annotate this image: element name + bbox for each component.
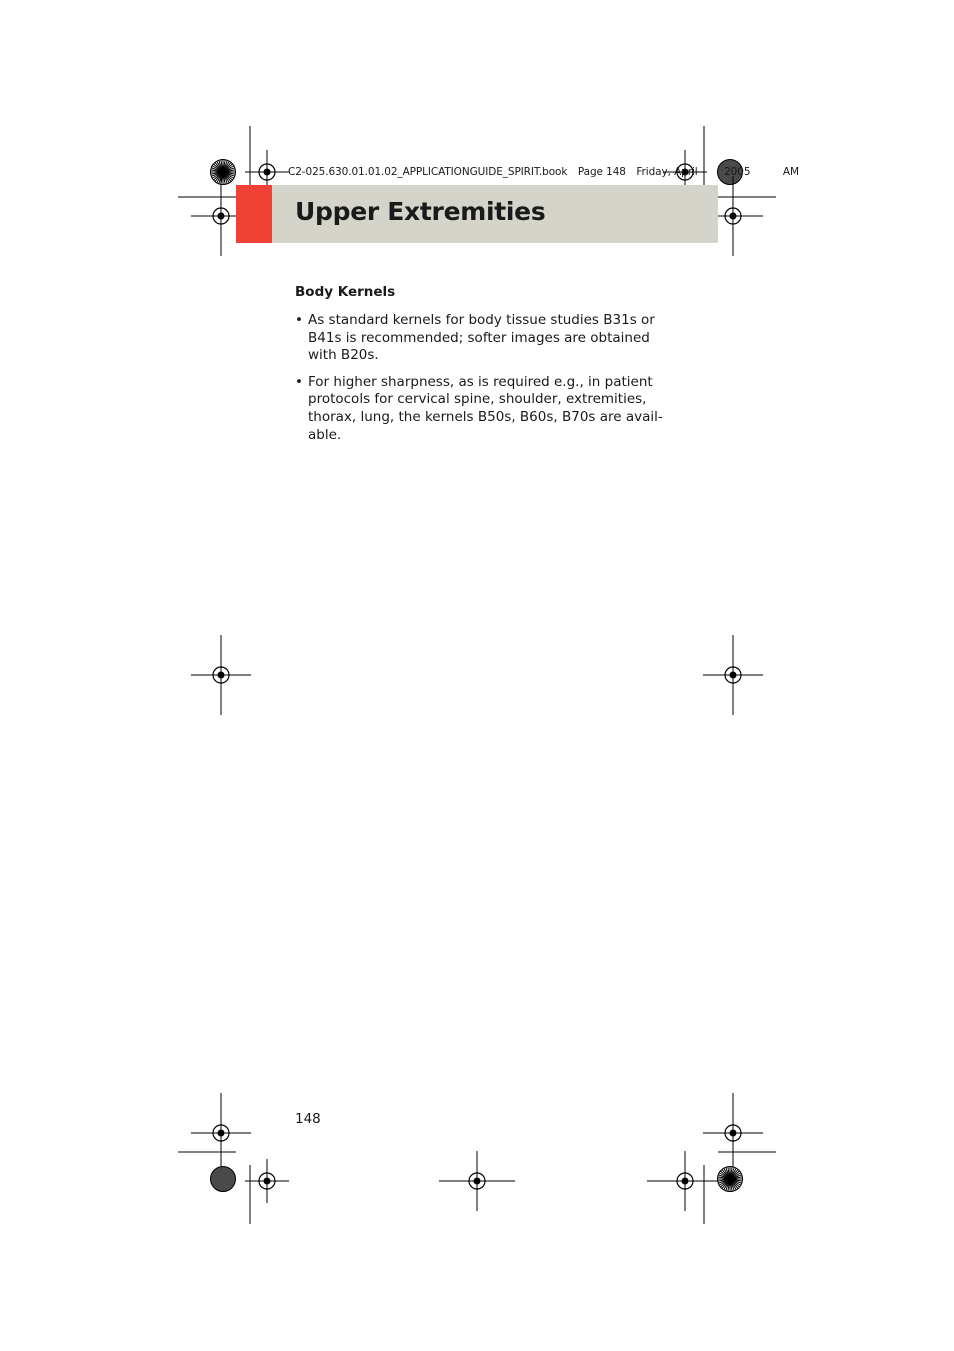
list-item — [295, 312, 655, 365]
slug-year: 2005 — [724, 166, 751, 178]
list-item-line: As standard kernels for body tissue studies B31s or — [308, 312, 655, 328]
slug-page: Page 148 — [577, 166, 626, 178]
registration-disc-icon — [211, 1167, 236, 1192]
registration-target-dot — [264, 1178, 271, 1185]
bullet-icon: • — [295, 373, 303, 390]
list-item-line: thorax, lung, the kernels B50s, B60s, B70s are avail- — [308, 408, 663, 425]
print-slug-line — [288, 166, 799, 178]
chapter-title: Upper Extremities — [295, 197, 546, 226]
slug-time: AM — [782, 166, 799, 178]
chapter-accent-block — [236, 185, 272, 243]
slug-file: C2-025.630.01.01.02_APPLICATIONGUIDE_SPIRIT.book — [288, 166, 568, 178]
list-item — [295, 373, 663, 444]
slug-date: Friday, April — [636, 166, 698, 178]
section-title: Body Kernels — [295, 284, 396, 300]
registration-target-dot — [730, 672, 737, 679]
page-number: 148 — [295, 1111, 321, 1127]
registration-target-dot — [730, 1130, 737, 1137]
list-item-line: able. — [308, 426, 342, 443]
list-item-line: protocols for cervical spine, shoulder, extremities, — [308, 391, 647, 408]
chapter-header-band — [236, 185, 718, 243]
list-item-line: B41s is recommended; softer images are obtained — [308, 329, 650, 346]
list-item-line: For higher sharpness, as is required e.g., in patient — [308, 373, 653, 390]
bullet-icon: • — [295, 312, 303, 328]
registration-target-dot — [730, 213, 737, 220]
bullet-list — [295, 312, 663, 453]
registration-target-dot — [218, 213, 225, 220]
registration-target-dot — [474, 1178, 481, 1185]
registration-target-dot — [218, 672, 225, 679]
list-item-line: with B20s. — [308, 347, 379, 364]
registration-target-dot — [682, 1178, 689, 1185]
registration-target-dot — [264, 169, 271, 176]
registration-target-dot — [218, 1130, 225, 1137]
